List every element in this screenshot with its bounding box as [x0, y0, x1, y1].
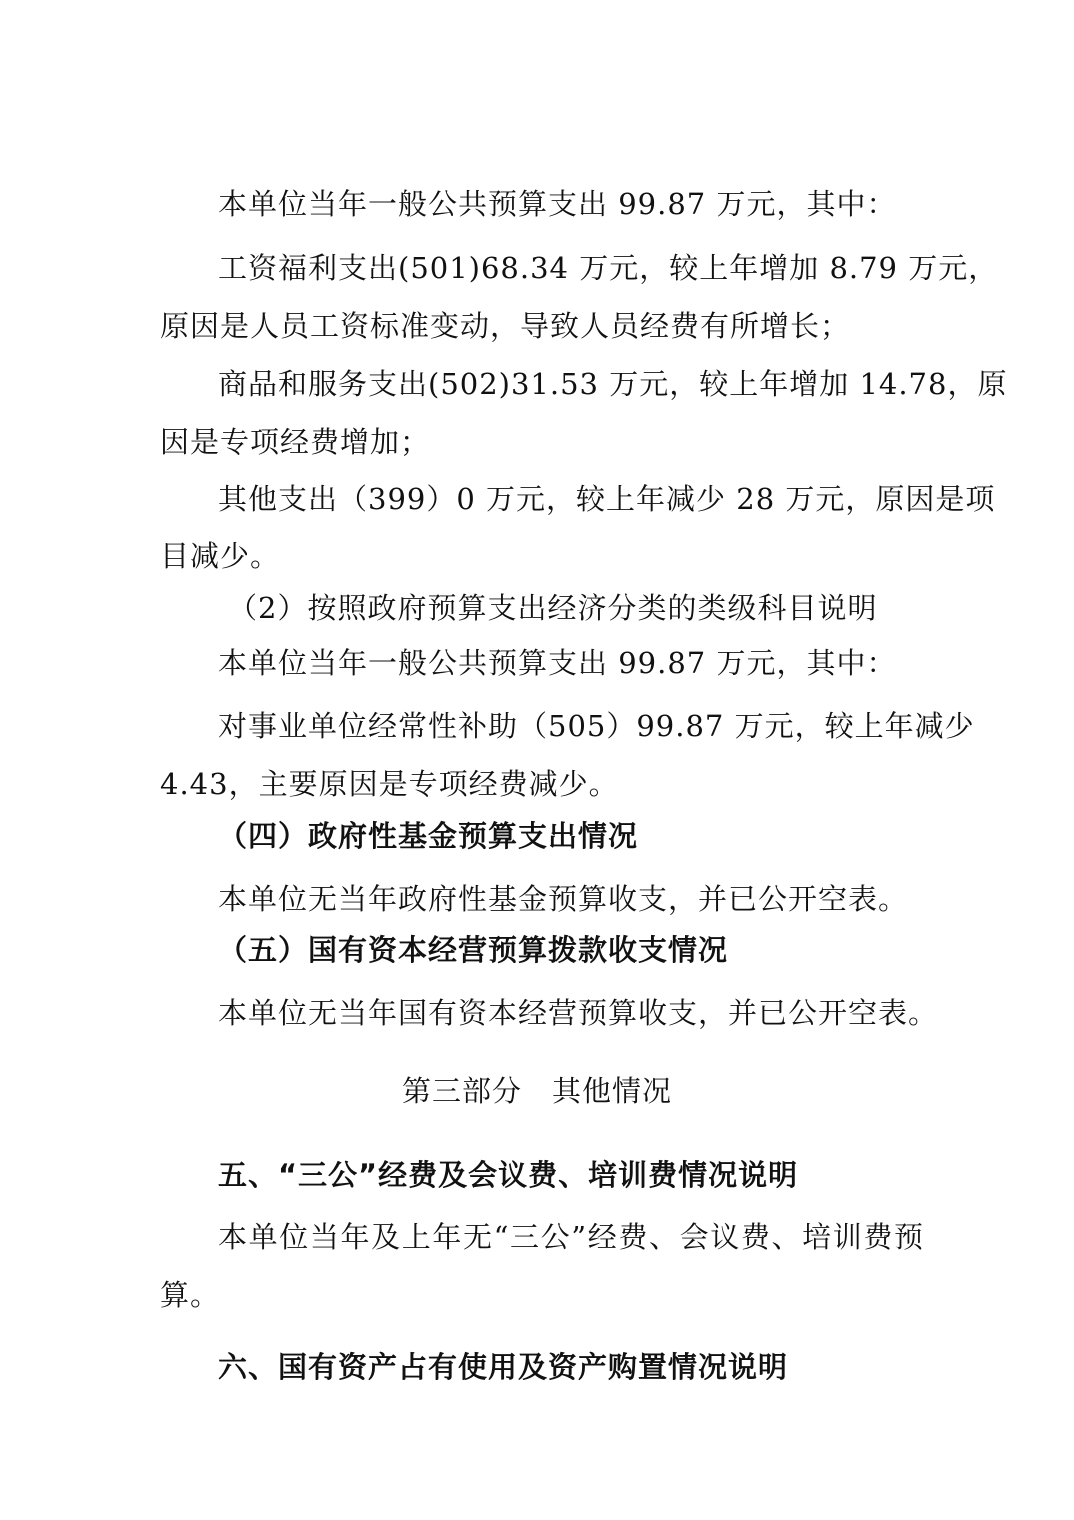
paragraph-budget-total-2: 本单位当年一般公共预算支出 99.87 万元，其中：: [218, 646, 897, 680]
section-title-part-three: 第三部分 其他情况: [401, 1074, 672, 1108]
paragraph-goods-services-line1: 商品和服务支出(502)31.53 万元，较上年增加 14.78，原: [218, 367, 1008, 401]
paragraph-other-expense-line2: 目减少。: [160, 539, 281, 573]
heading-government-fund: （四）政府性基金预算支出情况: [218, 819, 639, 853]
paragraph-subsidy-line1: 对事业单位经常性补助（505）99.87 万元，较上年减少: [218, 709, 975, 743]
heading-three-public-expenses: 五、“三公”经费及会议费、培训费情况说明: [218, 1158, 799, 1192]
paragraph-subsidy-line2: 4.43，主要原因是专项经费减少。: [160, 767, 619, 801]
heading-state-assets: 六、国有资产占有使用及资产购置情况说明: [218, 1350, 789, 1384]
paragraph-budget-total: 本单位当年一般公共预算支出 99.87 万元，其中：: [218, 187, 897, 221]
paragraph-wages-line2: 原因是人员工资标准变动，导致人员经费有所增长；: [160, 309, 851, 343]
paragraph-goods-services-line2: 因是专项经费增加；: [160, 425, 431, 459]
paragraph-state-capital: 本单位无当年国有资本经营预算收支，并已公开空表。: [218, 996, 939, 1030]
paragraph-wages-line1: 工资福利支出(501)68.34 万元，较上年增加 8.79 万元，: [218, 251, 999, 285]
paragraph-three-public-line2: 算。: [160, 1278, 221, 1312]
paragraph-other-expense-line1: 其他支出（399）0 万元，较上年减少 28 万元，原因是项: [218, 482, 996, 516]
subheading-economic-classification: （2）按照政府预算支出经济分类的类级科目说明: [228, 591, 878, 625]
heading-state-capital: （五）国有资本经营预算拨款收支情况: [218, 933, 729, 967]
paragraph-three-public-line1: 本单位当年及上年无“三公”经费、会议费、培训费预: [218, 1220, 924, 1254]
paragraph-government-fund: 本单位无当年政府性基金预算收支，并已公开空表。: [218, 882, 909, 916]
